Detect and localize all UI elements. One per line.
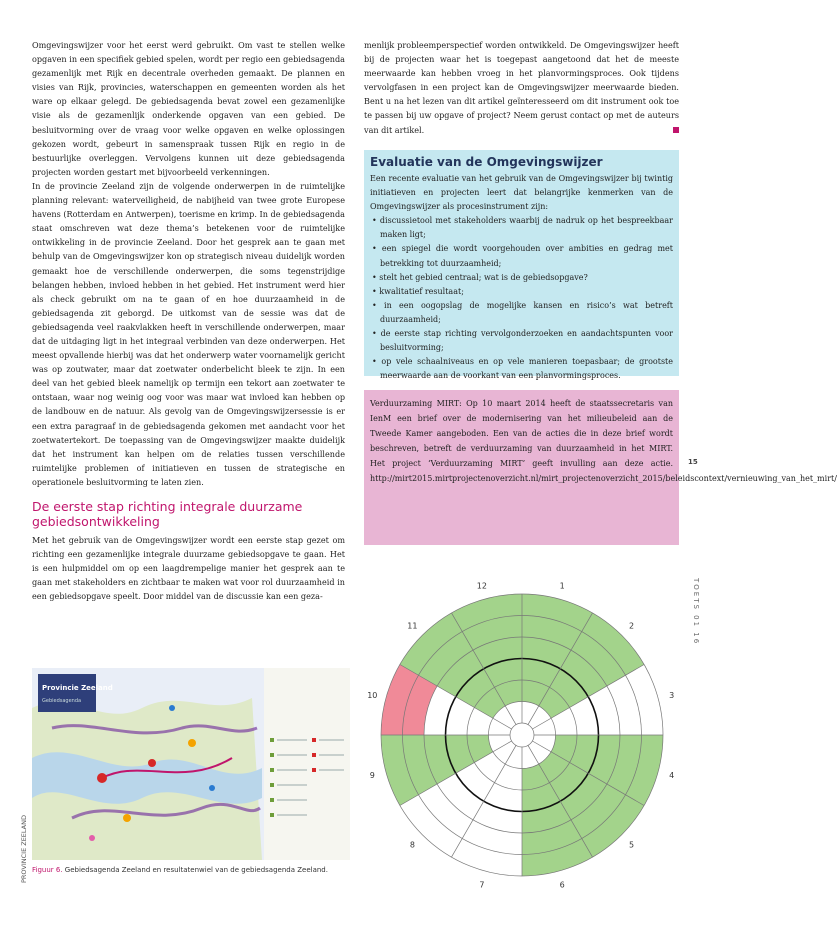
evaluation-box bbox=[364, 150, 679, 381]
end-mark bbox=[673, 127, 679, 133]
figure-caption bbox=[32, 866, 328, 874]
wheel-segment-fill bbox=[381, 735, 493, 806]
list-item: • discussietool met stakeholders waarbij de nadruk op het bespreekbaar maken ligt; bbox=[370, 214, 673, 242]
list-item: • een spiegel die wordt voorgehouden over ambities en gedrag met betrekking tot duurzaamheid; bbox=[370, 242, 673, 270]
wheel-label: 4 bbox=[669, 771, 675, 781]
journal-name: TOETS 01 16 bbox=[692, 578, 700, 646]
mirt-text: Verduurzaming MIRT: Op 10 maart 2014 heeft de staatssecretaris van IenM een brief over de modernisering van het milieubeleid aan de Tweede Kamer aangeboden. Een van de acties die in deze brief wordt beschreven, betreft de verduurzaming van duurzaamheid in het MIRT. Het project ‘Verduurzaming MIRT’ geeft invulling aan deze actie. http://mirt2015.mirtprojectenoverzicht.nl/mirt_projectenoverzicht_2015/beleidscontext/vernieuwing_van_het_mirt/ bbox=[370, 399, 837, 483]
list-item: • stelt het gebied centraal; wat is de gebiedsopgave? bbox=[370, 271, 673, 285]
caption-label: Figuur 6. bbox=[32, 866, 63, 874]
map-logo-subtitle: Gebiedsagenda bbox=[42, 698, 82, 704]
evaluation-title: Evaluatie van de Omgevingswijzer bbox=[370, 155, 603, 169]
map-image bbox=[32, 668, 350, 860]
map-logo-title: Provincie Zeeland bbox=[42, 684, 113, 692]
wheel-label: 5 bbox=[629, 840, 635, 850]
list-item: • op vele schaalniveaus en op vele manieren toepasbaar; de grootste meerwaarde aan de voorkant van een planvormingsproces. bbox=[370, 355, 673, 383]
mirt-box bbox=[364, 390, 837, 545]
result-wheel bbox=[367, 575, 675, 895]
wheel-label: 2 bbox=[629, 621, 635, 631]
section-heading: De eerste stap richting integrale duurzame gebiedsontwikkeling bbox=[32, 499, 303, 529]
wheel-label: 6 bbox=[559, 880, 565, 890]
wheel-label: 9 bbox=[369, 771, 375, 781]
wheel-label: 10 bbox=[367, 690, 378, 700]
map-figure bbox=[32, 668, 350, 860]
paragraph: Met het gebruik van de Omgevingswijzer wordt een eerste stap gezet om richting een gezamenlijke integrale duurzame gebiedsopgave te gaan. Het is een hulpmiddel om op een laagdrempelige manier het gesprek aan te gaan met stakeholders en zichtbaar te maken wat voor rol duurzaamheid in een gebiedsopgave speelt. Door middel van de discussie kan een geza- bbox=[32, 535, 345, 602]
right-column bbox=[364, 38, 679, 137]
evaluation-intro: Een recente evaluatie van het gebruik van de Omgevingswijzer bij twintig initiatieven en projecten leert dat belangrijke kenmerken van de Omgevingswijzer als procesinstrument zijn: bbox=[370, 174, 673, 212]
wheel-label: 11 bbox=[407, 621, 418, 631]
photo-credit: PROVINCIE ZEELAND bbox=[20, 815, 28, 884]
list-item: • in een oogopslag de mogelijke kansen en risico’s wat betreft duurzaamheid; bbox=[370, 299, 673, 327]
paragraph bbox=[364, 38, 679, 137]
wheel-label: 1 bbox=[559, 581, 565, 591]
wheel-label: 8 bbox=[409, 840, 415, 850]
wheel-ring bbox=[510, 723, 534, 747]
wheel-label: 3 bbox=[669, 690, 675, 700]
paragraph: Omgevingswijzer voor het eerst werd gebruikt. Om vast te stellen welke opgaven in een specifiek gebied spelen, wordt per regio een gebiedsagenda gezamenlijk met Rijk en decentrale overheden gemaakt. De plannen en visies van Rijk, provincies, waterschappen en gemeenten worden als het ware op elkaar gelegd. De gebiedsagenda bevat zowel een gezamenlijke visie als de gezamenlijk onderkende opgaven van een gebied. De besluitvorming over de vraag voor welke opgaven en welke oplossingen gekozen wordt, gebeurt in samenspraak tussen Rijk en regio in de bestuurlijke overleggen. Vervolgens kunnen uit deze gebiedsagenda projecten worden gestart met bijvoorbeeld verkenningen. bbox=[32, 40, 345, 177]
list-item: • de eerste stap richting vervolgonderzoeken en aandachtspunten voor besluitvorming; bbox=[370, 327, 673, 355]
wheel-label: 7 bbox=[479, 880, 485, 890]
page-number: 15 bbox=[688, 458, 698, 466]
left-column bbox=[32, 38, 345, 603]
paragraph: In de provincie Zeeland zijn de volgende onderwerpen in de ruimtelijke planning relevant: waterveiligheid, de nabijheid van twee grote Europese havens (Rotterdam en Antwerpen), toerisme en krimp. In de gebiedsagenda staat omschreven wat deze thema’s betekenen voor de ruimtelijke ontwikkeling in de provincie Zeeland. Door het gesprek aan te gaan met behulp van de Omgevingswijzer kon op strategisch niveau duidelijk worden gemaakt hoe de verschillende onderwerpen, die soms tegenstrijdige belangen hebben, invloed hebben in het gebied. Het instrument werd hier als check gebruikt om na te gaan of en hoe duurzaamheid in de gebiedsagenda zit geborgd. De uitkomst van de sessie was dat de gebiedsagenda veel raakvlakken heeft in verschillende onderwerpen, maar dat de uitdaging ligt in het integraal verbinden van deze onderwerpen. Het meest opvallende hierbij was dat het onderwerp water voornamelijk gericht was op zoutwater, maar dat zoetwater onderbelicht bleek te zijn. In een deel van het gebied bleek namelijk op termijn een tekort aan zoetwater te ontstaan, waar nog weinig oog voor was maar wat invloed kan hebben op de landbouw en de natuur. Als gevolg van de Omgevingswijzersessie is er een extra paragraaf in de gebiedsagenda gekomen met aandacht voor het zoetwatertekort. De toepassing van de Omgevingswijzer maakte duidelijk dat het instrument kan helpen om de relaties tussen verschillende ruimtelijke problemen of initiatieven en tussen de strategische en operationele besluitvorming te laten zien. bbox=[32, 180, 345, 487]
evaluation-list bbox=[370, 214, 673, 383]
wheel-label: 12 bbox=[476, 581, 487, 591]
caption-text: Gebiedsagenda Zeeland en resultatenwiel van de gebiedsagenda Zeeland. bbox=[62, 866, 328, 874]
paragraph-text: menlijk probleemperspectief worden ontwikkeld. De Omgevingswijzer heeft bij de projecten waar het is toegepast aangetoond dat het de meeste meerwaarde kan hebben vroeg in het planvormingsproces. Ook tijdens vervolgfasen in een project kan de Omgevingswijzer meerwaarde bieden. Bent u na het lezen van dit artikel geïnteresseerd om dit instrument ook toe te passen bij uw opgave of project? Neem gerust contact op met de auteurs van dit artikel. bbox=[364, 40, 679, 135]
list-item: • kwalitatief resultaat; bbox=[370, 285, 673, 299]
